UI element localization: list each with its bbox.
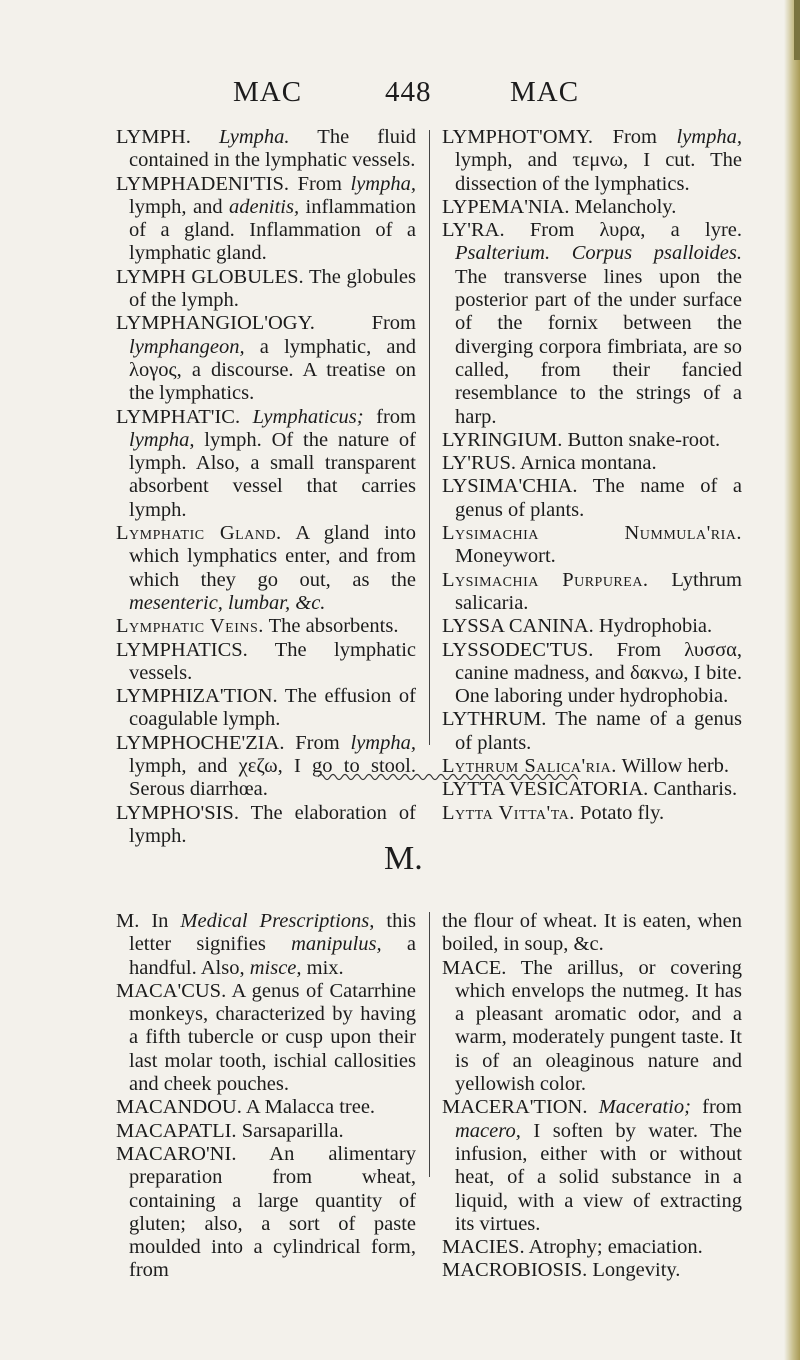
dictionary-entry: [442, 429, 742, 452]
entry-text: inflammation of a gland. Inflammation of a lymphatic gland.: [129, 195, 416, 265]
page-edge: [784, 0, 800, 1360]
page-number: 448: [385, 76, 432, 108]
entry-text: Lythrum salicaria.: [455, 568, 742, 614]
entry-headword: LYSIMA'CHIA.: [442, 475, 578, 498]
entry-italic-term: lympha,: [129, 428, 195, 451]
dictionary-entry: [116, 639, 416, 686]
entry-headword: MACROBIOSIS.: [442, 1259, 588, 1282]
entry-text: a handful. Also,: [129, 933, 416, 979]
header-right: MAC: [510, 76, 580, 108]
entry-italic-term: Medical Prescriptions,: [180, 910, 375, 932]
entry-text: [191, 126, 219, 148]
dictionary-entry: [442, 452, 742, 475]
entry-text: this letter signifies: [129, 910, 416, 956]
entry-text: The effusion of coagulable lymph.: [129, 685, 416, 731]
entry-headword: LYMPHOCHE'ZIA.: [116, 731, 285, 754]
entry-italic-term: Psalterium. Corpus psalloides.: [455, 242, 742, 265]
entry-text: From λυρα, a lyre.: [504, 219, 742, 242]
entry-text: Sarsaparilla.: [236, 1119, 344, 1142]
entry-text: Cantharis.: [648, 778, 738, 801]
dictionary-entry: [442, 522, 742, 569]
entry-text: Hydrophobia.: [593, 615, 713, 638]
entry-text: From λυσσα, canine madness, and δακνω, I bite. One laboring under hydrophobia.: [455, 638, 742, 708]
entry-italic-term: misce,: [249, 956, 302, 979]
dictionary-entry: [442, 615, 742, 638]
dictionary-entry: [116, 266, 416, 313]
dictionary-entry: [116, 802, 416, 849]
entry-headword: LYMPHO'SIS.: [116, 801, 239, 824]
entry-text: A Malacca tree.: [241, 1096, 376, 1119]
entry-text: lymph, and: [129, 195, 230, 218]
entry-italic-term: macero,: [455, 1119, 521, 1142]
dictionary-entry: [442, 475, 742, 522]
entry-text: Willow herb.: [616, 755, 730, 778]
dictionary-entry: [116, 406, 416, 522]
entry-headword: LYTHRUM.: [442, 708, 547, 731]
entry-headword: MACIES.: [442, 1236, 525, 1259]
entry-text: Melancholy.: [569, 195, 677, 218]
entry-headword: LYMPHADENI'TIS.: [116, 172, 290, 195]
dictionary-entry: [442, 219, 742, 429]
entry-text: a lymphatic, and λογος, a discourse. A treatise on the lymphatics.: [129, 335, 416, 405]
dictionary-entry: [116, 685, 416, 732]
entry-headword: LYMPHAT'IC.: [116, 405, 241, 428]
entry-subheadword: Lysimachia Nummula'ria.: [442, 522, 742, 545]
dictionary-entry: [442, 569, 742, 616]
entry-italic-term: lympha,: [676, 126, 742, 148]
entry-text: Longevity.: [587, 1259, 681, 1282]
entry-text: From: [314, 312, 416, 335]
entry-headword: LYMPH GLOBULES.: [116, 265, 304, 288]
dictionary-entry: [442, 639, 742, 709]
dictionary-entry: [116, 1096, 416, 1119]
entry-text: From: [284, 731, 351, 754]
dictionary-entry: [442, 1096, 742, 1236]
entry-text: An alimentary preparation from wheat, containing a large quantity of gluten; also, a sort of paste moulded into a cylindrical form, from: [129, 1142, 416, 1282]
entry-headword: LYMPH.: [116, 126, 191, 148]
entry-text: Atrophy; emaciation.: [524, 1236, 703, 1259]
dictionary-entry: [116, 173, 416, 266]
column-divider-bottom: [429, 912, 430, 1177]
entry-italic-term: Lymphaticus;: [252, 405, 364, 428]
dictionary-entry: [116, 732, 416, 802]
entry-headword: LYMPHATICS.: [116, 638, 248, 661]
entry-text: Arnica montana.: [515, 452, 657, 475]
entry-headword: LYSSODEC'TUS.: [442, 638, 594, 661]
entry-headword: MACANDOU.: [116, 1096, 242, 1119]
entry-text: The name of a genus of plants.: [455, 475, 742, 521]
entry-italic-term: lympha,: [350, 172, 416, 195]
entry-text: The elaboration of lymph.: [129, 801, 416, 847]
entry-headword: LYRINGIUM.: [442, 428, 563, 451]
entry-headword: LYTTA VESICATORIA.: [442, 778, 649, 801]
entry-italic-term: manipulus,: [291, 933, 382, 956]
dictionary-entry: [116, 312, 416, 405]
dictionary-entry: [442, 126, 742, 196]
dictionary-entry: [442, 1236, 742, 1259]
entry-italic-term: Maceratio;: [598, 1096, 691, 1119]
entry-headword: M.: [116, 910, 140, 932]
entry-text: A gland into which lymphatics enter, and from which they go out, as the: [129, 522, 416, 591]
entry-text: mix.: [301, 956, 344, 979]
entry-text: from: [690, 1096, 742, 1119]
entry-text: The absorbents.: [263, 615, 399, 638]
dictionary-entry: [442, 196, 742, 219]
dictionary-entry: [442, 1259, 742, 1282]
entry-headword: MACERA'TION.: [442, 1096, 588, 1119]
entry-text: The transverse lines upon the posterior part of the under surface of the fornix between the diverging corpora fimbriata, are so called, from their fancied resemblance to the strings of a harp.: [455, 265, 742, 428]
entry-headword: MACE.: [442, 956, 507, 979]
entry-text: In: [139, 910, 181, 932]
entry-text: I soften by water. The infusion, either with or without heat, of a solid substance in a liquid, with a view of extracting its virtues.: [455, 1119, 742, 1235]
section-letter: M.: [384, 840, 423, 877]
column-1: [116, 126, 416, 848]
entry-subheadword: Lytta Vitta'ta.: [442, 801, 575, 824]
dictionary-entry: [442, 910, 742, 957]
entry-text: [587, 1096, 598, 1118]
entry-headword: MACA'CUS.: [116, 979, 227, 1002]
dictionary-entry: [116, 1143, 416, 1283]
dictionary-entry: [116, 910, 416, 980]
dictionary-entry: [116, 980, 416, 1096]
dictionary-entry: [442, 802, 742, 825]
entry-text: lymph. Of the nature of lymph. Also, a small transparent absorbent vessel that carries lymph.: [129, 428, 416, 521]
entry-text: lymph, and χεζω, I go to stool. Serous diarrhœa.: [129, 755, 416, 801]
entry-text: the flour of wheat. It is eaten, when boiled, in soup, &c.: [442, 910, 742, 956]
entry-text: Moneywort.: [455, 545, 556, 568]
column-divider-top: [429, 130, 430, 745]
entry-headword: LY'RA.: [442, 219, 505, 242]
dictionary-entry: [442, 708, 742, 755]
entry-headword: LYMPHOT'OMY.: [442, 126, 594, 148]
entry-subheadword: Lymphatic Gland.: [116, 522, 282, 545]
entry-headword: LYMPHIZA'TION.: [116, 685, 278, 708]
entry-headword: MACARO'NI.: [116, 1142, 237, 1165]
entry-headword: LYSSA CANINA.: [442, 615, 594, 638]
entry-subheadword: Lythrum Salica'ria.: [442, 755, 617, 778]
entry-text: A genus of Catarrhine monkeys, characterized by having a fifth tubercle or cusp upon their last molar tooth, ischial callosities and cheek pouches.: [129, 979, 416, 1096]
entry-text: [240, 406, 253, 428]
entry-text: The arillus, or covering which envelops the nutmeg. It has a pleasant aromatic odor, and a warm, moderately pungent taste. It is of an oleaginous nature and yellowish color.: [455, 956, 742, 1096]
dictionary-entry: [442, 957, 742, 1097]
entry-text: The globules of the lymph.: [129, 265, 417, 312]
entry-text: The lymphatic vessels.: [129, 638, 416, 684]
column-2: [442, 126, 742, 825]
dictionary-entry: [116, 522, 416, 615]
entry-italic-term: lymphangeon,: [129, 335, 245, 358]
wavy-ornament: [318, 772, 578, 782]
entry-italic-term: adenitis,: [229, 195, 300, 218]
entry-italic-term: mesenteric, lumbar, &c.: [129, 591, 326, 614]
entry-text: From: [593, 126, 677, 148]
page-edge-mark: [794, 0, 800, 60]
dictionary-entry: [116, 1120, 416, 1143]
entry-text: The name of a genus of plants.: [455, 708, 742, 754]
dictionary-entry: [116, 126, 416, 173]
column-3: [116, 910, 416, 1283]
entry-text: Potato fly.: [574, 801, 665, 824]
entry-text: From: [289, 172, 351, 195]
entry-subheadword: Lymphatic Veins.: [116, 615, 264, 638]
entry-headword: MACAPATLI.: [116, 1119, 237, 1142]
column-4: [442, 910, 742, 1283]
entry-text: Button snake-root.: [562, 428, 721, 451]
running-header: [0, 76, 800, 116]
header-left: MAC: [233, 76, 303, 108]
entry-subheadword: Lysimachia Purpurea.: [442, 568, 649, 591]
entry-text: from: [363, 405, 416, 428]
entry-italic-term: lympha,: [350, 731, 416, 754]
entry-headword: LYMPHANGIOL'OGY.: [116, 312, 315, 335]
entry-headword: LY'RUS.: [442, 452, 516, 475]
entry-headword: LYPEMA'NIA.: [442, 195, 570, 218]
entry-italic-term: Lympha.: [218, 126, 290, 148]
entry-text: The fluid contained in the lymphatic vessels.: [129, 126, 417, 172]
dictionary-entry: [116, 615, 416, 638]
entry-text: lymph, and τεμνω, I cut. The dissection of the lymphatics.: [455, 149, 742, 195]
